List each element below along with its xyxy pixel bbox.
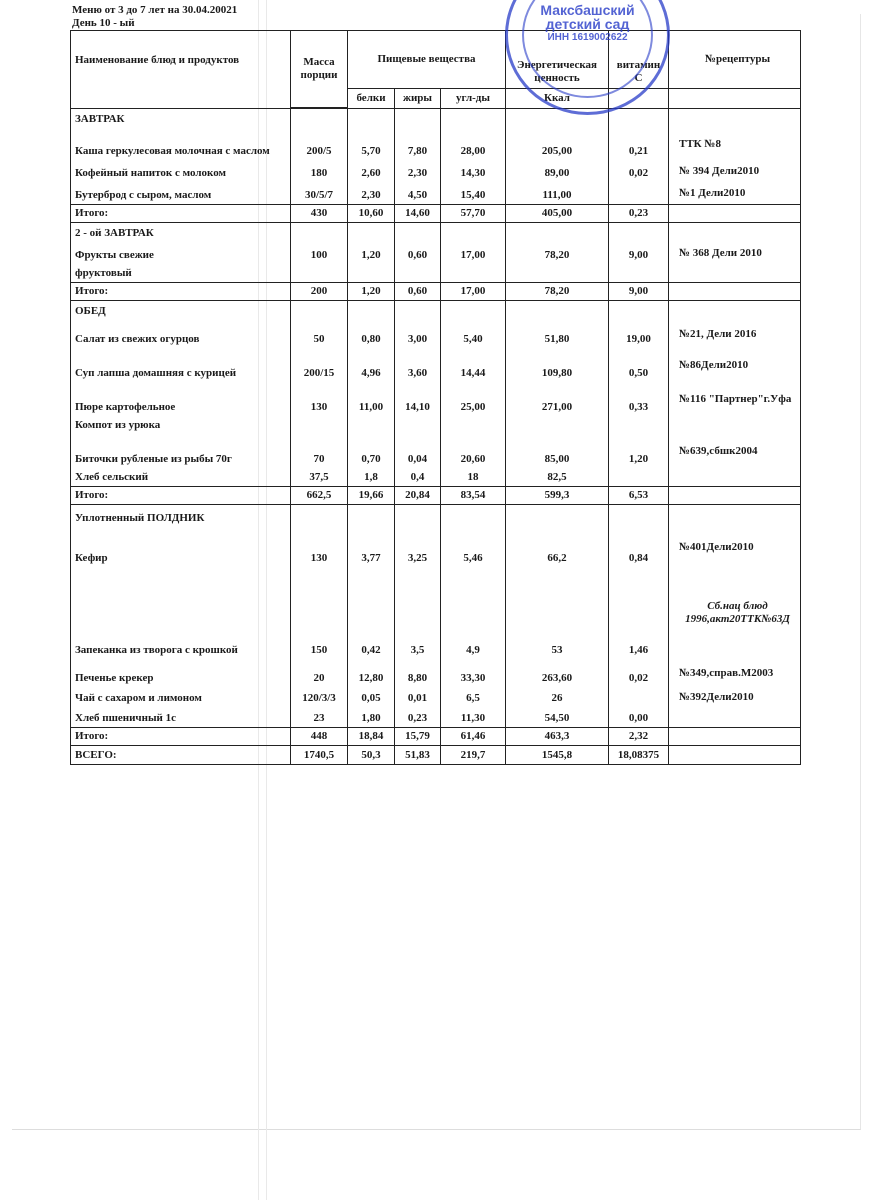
blank-cell	[291, 109, 348, 128]
cell-kcal: 271,00	[506, 382, 609, 416]
blank-cell	[609, 505, 669, 527]
blank-cell	[395, 505, 441, 527]
cell-kcal: 405,00	[506, 205, 609, 222]
col-energy: Энергетическая ценность	[506, 31, 609, 89]
cell-recipe	[669, 728, 801, 745]
table-row	[71, 468, 801, 487]
cell-mass: 37,5	[291, 468, 348, 486]
cell-b: 0,70	[348, 434, 395, 468]
cell-z: 0,04	[395, 434, 441, 468]
cell-z: 3,00	[395, 320, 441, 348]
cell-mass: 120/3/3	[291, 687, 348, 707]
table-subheader-row	[71, 89, 801, 109]
cell-mass: 200	[291, 283, 348, 300]
cell-u	[441, 416, 506, 434]
cell-b: 0,05	[348, 687, 395, 707]
cell-z: 0,4	[395, 468, 441, 486]
cell-u	[441, 264, 506, 282]
cell-vit	[609, 468, 669, 486]
cell-z: 7,80	[395, 128, 441, 160]
table-row	[71, 182, 801, 205]
cell-recipe: №21, Дели 2016	[669, 320, 801, 348]
cell-name: Хлеб пшеничный 1с	[71, 707, 291, 727]
cell-z: 3,5	[395, 567, 441, 659]
cell-vit: 0,00	[609, 707, 669, 727]
cell-vit: 18,08375	[609, 746, 669, 764]
section-title: ЗАВТРАК	[71, 109, 291, 128]
cell-kcal: 53	[506, 567, 609, 659]
col-recipe: №рецептуры	[669, 31, 801, 89]
cell-z: 0,01	[395, 687, 441, 707]
cell-b	[348, 264, 395, 282]
table-row	[71, 128, 801, 160]
blank-cell	[291, 89, 348, 108]
cell-vit	[609, 182, 669, 204]
cell-z: 8,80	[395, 659, 441, 687]
cell-vit: 6,53	[609, 487, 669, 504]
cell-kcal: 78,20	[506, 242, 609, 264]
cell-mass: 200/15	[291, 348, 348, 382]
cell-kcal: 66,2	[506, 527, 609, 567]
cell-mass: 150	[291, 567, 348, 659]
cell-u: 11,30	[441, 707, 506, 727]
cell-vit	[609, 264, 669, 282]
cell-u: 17,00	[441, 242, 506, 264]
stamp-name: Максбашский	[540, 2, 635, 18]
section-title-row	[71, 223, 801, 242]
cell-b: 4,96	[348, 348, 395, 382]
cell-mass: 662,5	[291, 487, 348, 504]
cell-vit: 1,20	[609, 434, 669, 468]
cell-vit	[609, 416, 669, 434]
blank-cell	[441, 505, 506, 527]
cell-vit	[609, 687, 669, 707]
cell-u: 14,30	[441, 160, 506, 182]
day-label: День 10 - ый	[72, 17, 135, 29]
cell-b: 1,20	[348, 242, 395, 264]
cell-recipe	[669, 205, 801, 222]
cell-vit: 1,46	[609, 567, 669, 659]
blank-cell	[441, 109, 506, 128]
cell-z	[395, 416, 441, 434]
cell-name: Каша геркулесовая молочная с маслом	[71, 128, 291, 160]
table-row	[71, 567, 801, 659]
blank-cell	[506, 301, 609, 320]
cell-recipe: №392Дели2010	[669, 687, 801, 707]
cell-z: 14,60	[395, 205, 441, 222]
cell-mass: 1740,5	[291, 746, 348, 764]
cell-kcal: 111,00	[506, 182, 609, 204]
cell-recipe: №1 Дели2010	[669, 182, 801, 204]
cell-recipe	[669, 264, 801, 282]
blank-cell	[348, 109, 395, 128]
cell-kcal: 78,20	[506, 283, 609, 300]
cell-recipe: № 368 Дели 2010	[669, 242, 801, 264]
stamp-inn: ИНН 1619002622	[547, 32, 628, 43]
cell-name: Фрукты свежие	[71, 242, 291, 264]
section-total-row	[71, 205, 801, 223]
cell-recipe: №349,справ.М2003	[669, 659, 801, 687]
table-row	[71, 160, 801, 182]
cell-mass: 23	[291, 707, 348, 727]
cell-name: фруктовый	[71, 264, 291, 282]
section-total-row	[71, 283, 801, 301]
col-mass: Масса порции	[291, 31, 348, 108]
cell-mass	[291, 264, 348, 282]
cell-kcal	[506, 264, 609, 282]
cell-z: 4,50	[395, 182, 441, 204]
cell-kcal: 89,00	[506, 160, 609, 182]
table-row	[71, 527, 801, 567]
blank-cell	[71, 89, 291, 108]
grand-total-row	[71, 746, 801, 765]
cell-b: 50,3	[348, 746, 395, 764]
cell-kcal: 263,60	[506, 659, 609, 687]
section-title-row	[71, 301, 801, 320]
cell-z: 3,25	[395, 527, 441, 567]
cell-mass: 100	[291, 242, 348, 264]
cell-vit: 0,02	[609, 659, 669, 687]
table-row	[71, 382, 801, 416]
cell-b: 5,70	[348, 128, 395, 160]
cell-mass: 70	[291, 434, 348, 468]
cell-recipe: №116 "Партнер"г.Уфа	[669, 382, 801, 416]
cell-kcal: 599,3	[506, 487, 609, 504]
blank-cell	[669, 301, 801, 320]
cell-name: Компот из урюка	[71, 416, 291, 434]
col-nutrients: Пищевые вещества	[348, 31, 506, 89]
blank-cell	[395, 301, 441, 320]
cell-u: 20,60	[441, 434, 506, 468]
cell-kcal: 205,00	[506, 128, 609, 160]
section-title-row	[71, 505, 801, 527]
cell-b: 3,77	[348, 527, 395, 567]
cell-b	[348, 416, 395, 434]
cell-recipe	[669, 487, 801, 504]
blank-cell	[395, 223, 441, 242]
cell-recipe	[669, 707, 801, 727]
cell-u: 25,00	[441, 382, 506, 416]
cell-name: Биточки рубленые из рыбы 70г	[71, 434, 291, 468]
cell-kcal: 54,50	[506, 707, 609, 727]
col-fat: жиры	[395, 89, 441, 108]
cell-vit: 0,02	[609, 160, 669, 182]
cell-b: 2,30	[348, 182, 395, 204]
table-row	[71, 416, 801, 434]
cell-name: Итого:	[71, 283, 291, 300]
cell-u: 15,40	[441, 182, 506, 204]
cell-u: 57,70	[441, 205, 506, 222]
cell-recipe	[669, 416, 801, 434]
cell-b: 1,8	[348, 468, 395, 486]
cell-u: 5,46	[441, 527, 506, 567]
cell-mass: 448	[291, 728, 348, 745]
cell-u: 4,9	[441, 567, 506, 659]
cell-b: 0,80	[348, 320, 395, 348]
blank-cell	[609, 109, 669, 128]
col-vitamin: витамин С	[609, 31, 669, 89]
cell-kcal: 26	[506, 687, 609, 707]
cell-z: 0,60	[395, 242, 441, 264]
cell-u: 6,5	[441, 687, 506, 707]
cell-b: 11,00	[348, 382, 395, 416]
cell-recipe: ТТК №8	[669, 128, 801, 160]
cell-vit: 0,21	[609, 128, 669, 160]
table-header-row	[71, 31, 801, 89]
menu-title: Меню от 3 до 7 лет на 30.04.20021	[72, 4, 238, 16]
cell-kcal: 82,5	[506, 468, 609, 486]
cell-kcal: 1545,8	[506, 746, 609, 764]
table-row	[71, 264, 801, 283]
blank-cell	[348, 223, 395, 242]
cell-vit: 0,23	[609, 205, 669, 222]
cell-kcal: 51,80	[506, 320, 609, 348]
cell-b: 18,84	[348, 728, 395, 745]
cell-name: Бутерброд с сыром, маслом	[71, 182, 291, 204]
table-row	[71, 320, 801, 348]
cell-mass: 180	[291, 160, 348, 182]
blank-cell	[609, 223, 669, 242]
cell-mass: 200/5	[291, 128, 348, 160]
section-title: 2 - ой ЗАВТРАК	[71, 223, 291, 242]
section-title: Уплотненный ПОЛДНИК	[71, 505, 291, 527]
cell-vit: 0,50	[609, 348, 669, 382]
col-kcal: Ккал	[506, 89, 609, 108]
cell-vit: 19,00	[609, 320, 669, 348]
cell-z: 0,60	[395, 283, 441, 300]
cell-z: 51,83	[395, 746, 441, 764]
cell-u: 14,44	[441, 348, 506, 382]
col-protein: белки	[348, 89, 395, 108]
cell-mass: 50	[291, 320, 348, 348]
table-row	[71, 242, 801, 264]
cell-mass: 430	[291, 205, 348, 222]
cell-u: 33,30	[441, 659, 506, 687]
cell-kcal	[506, 416, 609, 434]
cell-b: 12,80	[348, 659, 395, 687]
blank-cell	[669, 89, 801, 108]
blank-cell	[395, 109, 441, 128]
cell-name: Хлеб сельский	[71, 468, 291, 486]
cell-name: Кофейный напиток с молоком	[71, 160, 291, 182]
blank-cell	[506, 223, 609, 242]
cell-u: 28,00	[441, 128, 506, 160]
blank-cell	[291, 505, 348, 527]
cell-recipe: №401Дели2010	[669, 527, 801, 567]
cell-name: Итого:	[71, 487, 291, 504]
cell-recipe	[669, 283, 801, 300]
cell-name: Запеканка из творога с крошкой	[71, 567, 291, 659]
cell-b: 2,60	[348, 160, 395, 182]
cell-z: 2,30	[395, 160, 441, 182]
cell-recipe: Сб.нац блюд 1996,акт20ТТК№63Д	[669, 567, 801, 659]
cell-b: 1,20	[348, 283, 395, 300]
blank-cell	[441, 301, 506, 320]
table-row	[71, 348, 801, 382]
blank-cell	[348, 301, 395, 320]
cell-u: 83,54	[441, 487, 506, 504]
cell-vit: 0,33	[609, 382, 669, 416]
document-header	[72, 4, 237, 30]
blank-cell	[669, 505, 801, 527]
cell-b: 0,42	[348, 567, 395, 659]
cell-z: 15,79	[395, 728, 441, 745]
table-row	[71, 687, 801, 707]
cell-b: 1,80	[348, 707, 395, 727]
blank-cell	[506, 505, 609, 527]
cell-u: 5,40	[441, 320, 506, 348]
cell-mass	[291, 416, 348, 434]
section-total-row	[71, 728, 801, 746]
cell-u: 17,00	[441, 283, 506, 300]
cell-vit: 9,00	[609, 242, 669, 264]
cell-vit: 0,84	[609, 527, 669, 567]
blank-cell	[441, 223, 506, 242]
col-name: Наименование блюд и продуктов	[71, 31, 291, 89]
section-total-row	[71, 487, 801, 505]
table-row	[71, 434, 801, 468]
table-row	[71, 707, 801, 728]
cell-name: Печенье крекер	[71, 659, 291, 687]
blank-cell	[291, 223, 348, 242]
cell-u: 18	[441, 468, 506, 486]
cell-name: Итого:	[71, 205, 291, 222]
cell-name: Салат из свежих огурцов	[71, 320, 291, 348]
cell-u: 219,7	[441, 746, 506, 764]
section-title: ОБЕД	[71, 301, 291, 320]
cell-recipe: №86Дели2010	[669, 348, 801, 382]
cell-z: 0,23	[395, 707, 441, 727]
cell-vit: 9,00	[609, 283, 669, 300]
cell-recipe	[669, 746, 801, 764]
blank-cell	[609, 301, 669, 320]
cell-name: Пюре картофельное	[71, 382, 291, 416]
cell-name: Суп лапша домашняя с курицей	[71, 348, 291, 382]
table-row	[71, 659, 801, 687]
cell-kcal: 463,3	[506, 728, 609, 745]
cell-b: 10,60	[348, 205, 395, 222]
blank-cell	[669, 109, 801, 128]
cell-name: Итого:	[71, 728, 291, 745]
cell-recipe	[669, 468, 801, 486]
cell-kcal: 85,00	[506, 434, 609, 468]
cell-name: Чай с сахаром и лимоном	[71, 687, 291, 707]
cell-b: 19,66	[348, 487, 395, 504]
blank-cell	[669, 223, 801, 242]
cell-z: 14,10	[395, 382, 441, 416]
cell-mass: 130	[291, 382, 348, 416]
col-carbs: угл-ды	[441, 89, 506, 108]
section-title-row	[71, 109, 801, 128]
cell-mass: 130	[291, 527, 348, 567]
cell-mass: 20	[291, 659, 348, 687]
cell-z	[395, 264, 441, 282]
cell-z: 3,60	[395, 348, 441, 382]
cell-name: ВСЕГО:	[71, 746, 291, 764]
cell-recipe: № 394 Дели2010	[669, 160, 801, 182]
blank-cell	[348, 505, 395, 527]
cell-vit: 2,32	[609, 728, 669, 745]
stamp-type: детский сад	[545, 16, 630, 32]
cell-z: 20,84	[395, 487, 441, 504]
cell-name: Кефир	[71, 527, 291, 567]
menu-table	[70, 30, 801, 765]
cell-recipe: №639,сбшк2004	[669, 434, 801, 468]
cell-u: 61,46	[441, 728, 506, 745]
cell-kcal: 109,80	[506, 348, 609, 382]
cell-mass: 30/5/7	[291, 182, 348, 204]
table-body	[71, 109, 801, 765]
blank-cell	[291, 301, 348, 320]
